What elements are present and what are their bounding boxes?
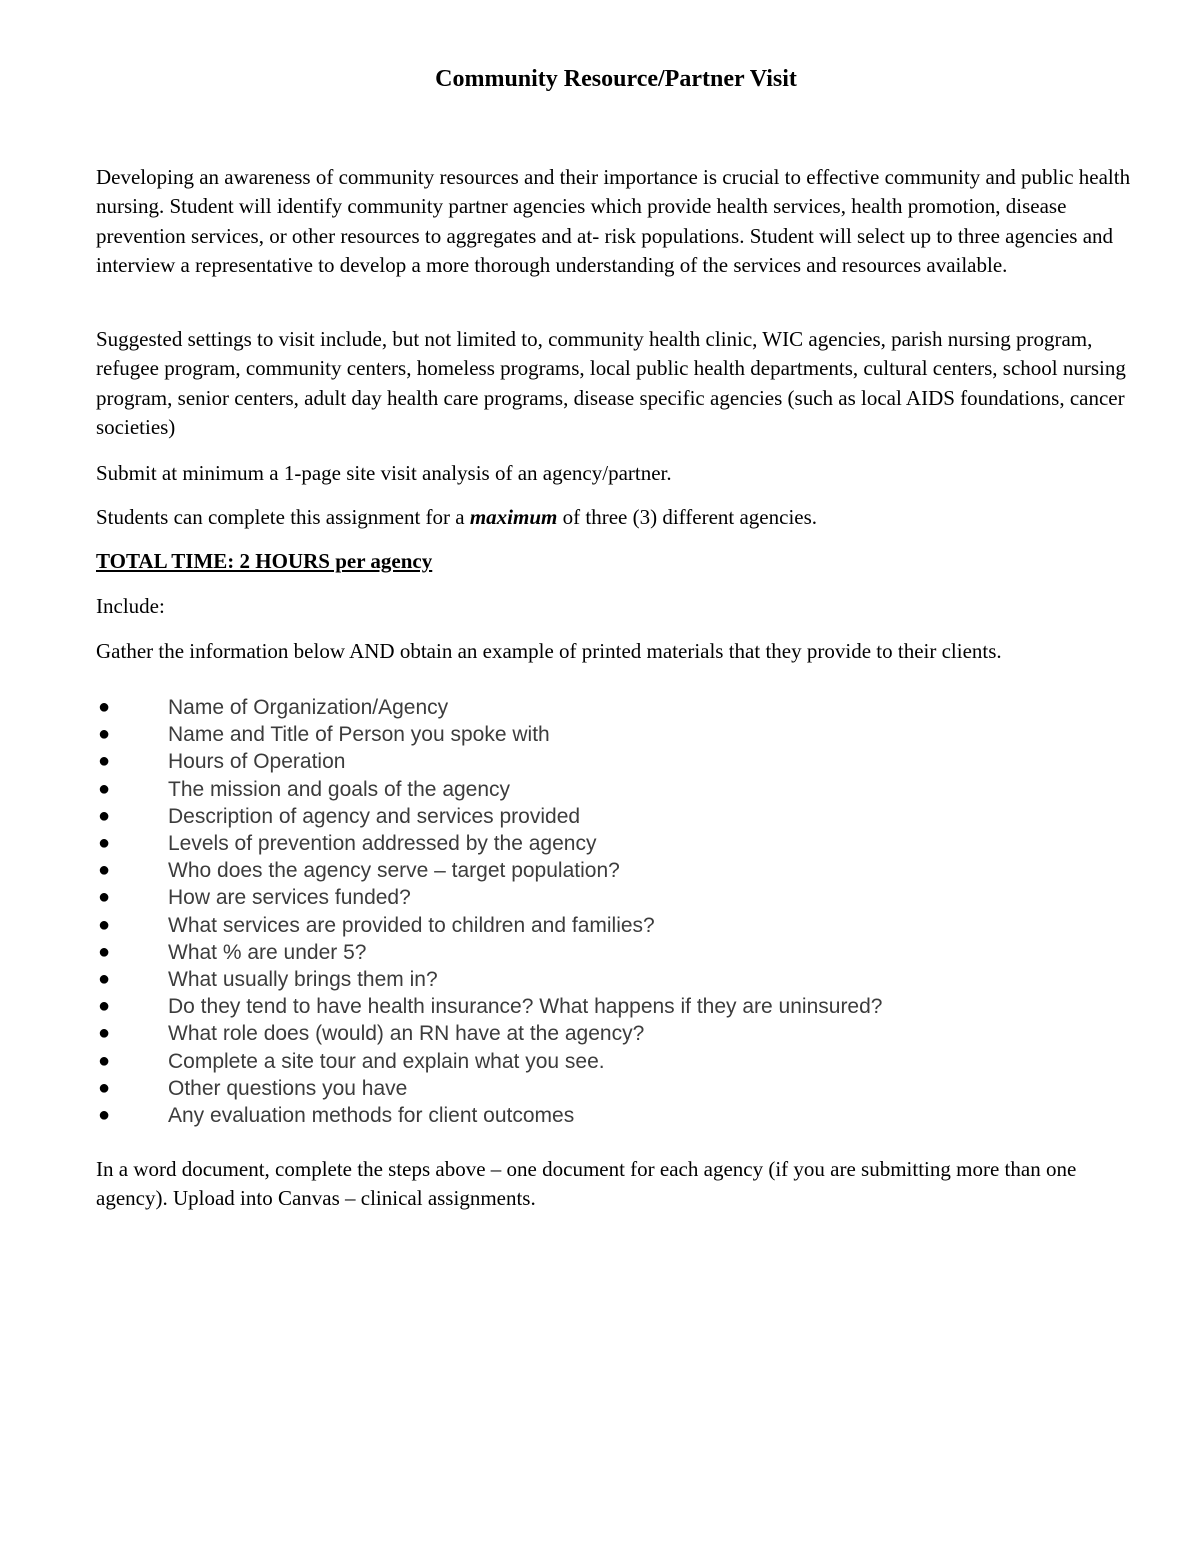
list-item xyxy=(96,830,1136,857)
bullet-icon: ● xyxy=(98,777,111,800)
list-item-text: Other questions you have xyxy=(168,1076,408,1100)
list-item xyxy=(96,776,1136,803)
information-list xyxy=(96,694,1136,1129)
bullet-icon: ● xyxy=(98,696,111,719)
list-item-text: How are services funded? xyxy=(168,886,411,910)
bullet-icon: ● xyxy=(98,1103,111,1126)
bullet-icon: ● xyxy=(98,913,111,936)
list-item xyxy=(96,966,1136,993)
page-title: Community Resource/Partner Visit xyxy=(435,66,797,92)
list-item-text: What % are under 5? xyxy=(168,940,367,964)
list-item-text: Who does the agency serve – target population? xyxy=(168,859,620,883)
list-item xyxy=(96,884,1136,911)
max-agencies-line xyxy=(96,503,1136,532)
bullet-icon: ● xyxy=(98,832,111,855)
list-item-text: Hours of Operation xyxy=(168,750,346,774)
bullet-icon: ● xyxy=(98,750,111,773)
max-line-before: Students can complete this assignment for a xyxy=(96,505,470,529)
bullet-icon: ● xyxy=(98,804,111,827)
bullet-icon: ● xyxy=(98,723,111,746)
list-item xyxy=(96,748,1136,775)
intro-paragraph: Developing an awareness of community resources and their importance is crucial to effective community and public health nursing. Student will identify community partner agencies which provide health services, health promotion, disease prevention services, or other resources to aggregates and at- risk populations. Student will select up to three agencies and interview a representative to develop a more thorough understanding of the services and resources available. xyxy=(96,165,1131,277)
list-item xyxy=(96,694,1136,721)
submit-line: Submit at minimum a 1-page site visit analysis of an agency/partner. xyxy=(96,461,672,485)
bullet-icon: ● xyxy=(98,995,111,1018)
max-line-emphasis: maximum xyxy=(469,505,558,529)
list-item xyxy=(96,1020,1136,1047)
bullet-icon: ● xyxy=(98,940,111,963)
bullet-icon: ● xyxy=(98,886,111,909)
gather-line: Gather the information below AND obtain an example of printed materials that they provide to their clients. xyxy=(96,639,1002,663)
include-label: Include: xyxy=(96,594,165,618)
list-item xyxy=(96,993,1136,1020)
closing-paragraph: In a word document, complete the steps above – one document for each agency (if you are submitting more than one agency). Upload into Canvas – clinical assignments. xyxy=(96,1157,1077,1211)
list-item-text: Name and Title of Person you spoke with xyxy=(168,723,550,747)
list-item xyxy=(96,1075,1136,1102)
list-item xyxy=(96,912,1136,939)
settings-paragraph: Suggested settings to visit include, but not limited to, community health clinic, WIC agencies, parish nursing program, refugee program, community centers, homeless programs, local public health departments, cultural centers, school nursing program, senior centers, adult day health care programs, disease specific agencies (such as local AIDS foundations, cancer societies) xyxy=(96,327,1126,439)
list-item xyxy=(96,939,1136,966)
list-item-text: What usually brings them in? xyxy=(168,967,438,991)
bullet-icon: ● xyxy=(98,859,111,882)
bullet-icon: ● xyxy=(98,1049,111,1072)
bullet-icon: ● xyxy=(98,1022,111,1045)
bullet-icon: ● xyxy=(98,1076,111,1099)
list-item-text: Do they tend to have health insurance? What happens if they are uninsured? xyxy=(168,995,883,1019)
total-time-text: TOTAL TIME: 2 HOURS per agency xyxy=(96,549,433,573)
list-item-text: Name of Organization/Agency xyxy=(168,696,449,720)
list-item-text: Complete a site tour and explain what you see. xyxy=(168,1049,605,1073)
list-item xyxy=(96,803,1136,830)
list-item-text: Any evaluation methods for client outcomes xyxy=(168,1103,575,1127)
max-line-after: of three (3) different agencies. xyxy=(557,505,818,529)
list-item xyxy=(96,1102,1136,1129)
list-item-text: The mission and goals of the agency xyxy=(168,777,511,801)
list-item-text: Description of agency and services provided xyxy=(168,804,581,828)
list-item-text: What services are provided to children and families? xyxy=(168,913,655,937)
list-item-text: What role does (would) an RN have at the agency? xyxy=(168,1022,645,1046)
list-item xyxy=(96,857,1136,884)
bullet-icon: ● xyxy=(98,967,111,990)
list-item xyxy=(96,1047,1136,1074)
list-item xyxy=(96,721,1136,748)
total-time-heading xyxy=(96,547,1136,576)
list-item-text: Levels of prevention addressed by the agency xyxy=(168,832,597,856)
